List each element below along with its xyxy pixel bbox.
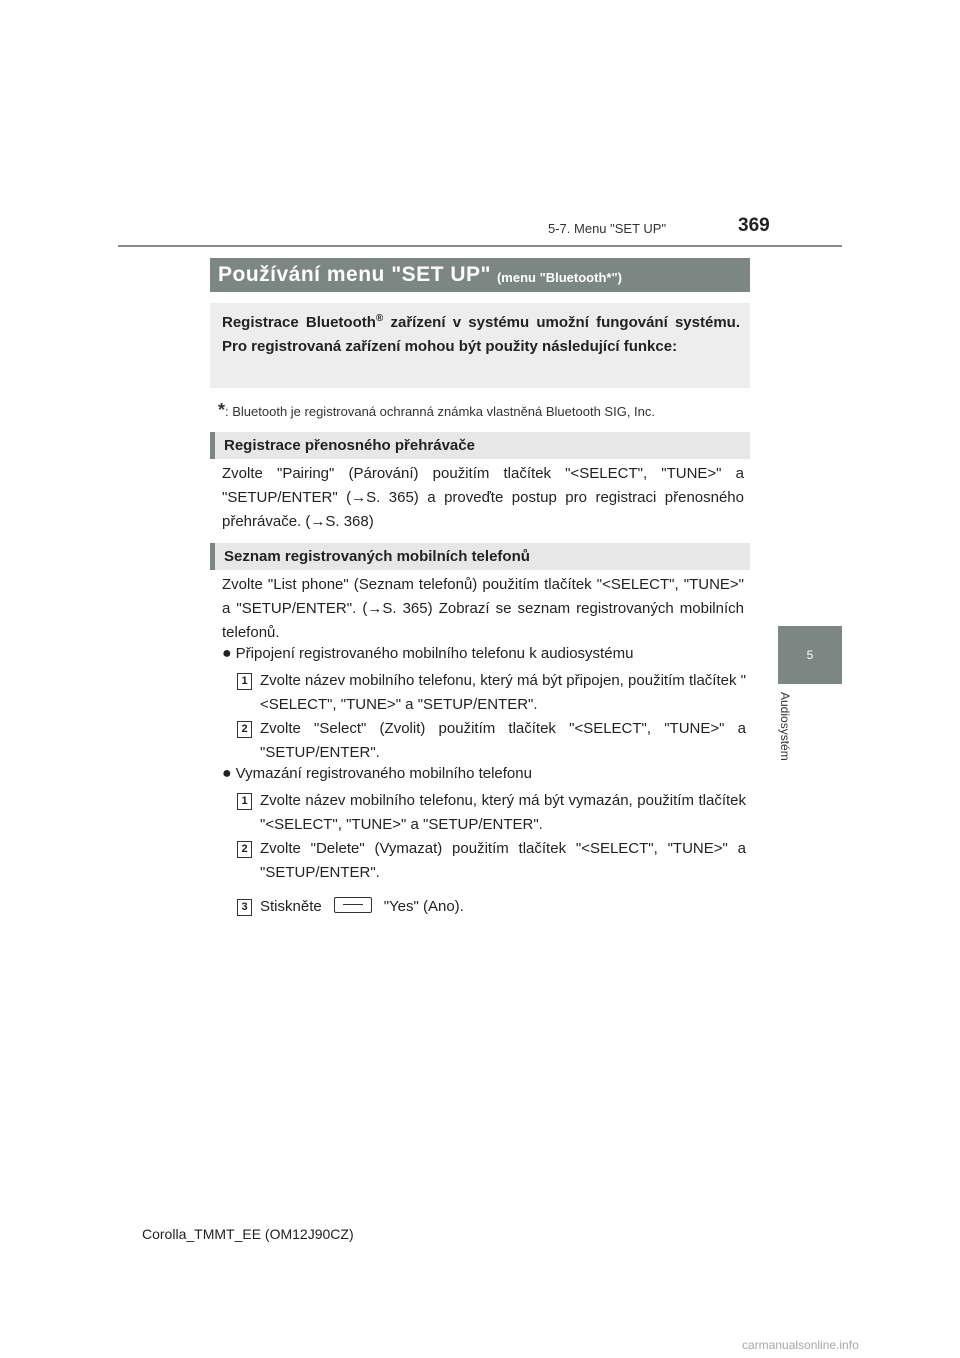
step-number: 3 [237,899,252,916]
registered-mark: ® [375,313,384,324]
step-number: 1 [237,793,252,810]
section-heading-portable-player: Registrace přenosného přehrávače [210,432,750,459]
step-text: Zvolte název mobilního telefonu, který má být vymazán, použitím tlačítek "<SELECT", "TUNE>" a "SETUP/ENTER". [260,792,746,833]
header-divider [118,245,842,247]
chapter-label-container [772,692,812,782]
page-number: 369 [738,215,770,236]
section-heading-registered-phones: Seznam registrovaných mobilních telefonů [210,543,750,570]
footnote-star: * [218,400,226,420]
step-text: Zvolte název mobilního telefonu, který má být připojen, použitím tlačítek "<SELECT", "TUNE>" a "SETUP/ENTER". [260,672,746,713]
step-number: 2 [237,841,252,858]
intro-text-start: Registrace Bluetooth [222,314,376,331]
section2-paragraph: Zvolte "List phone" (Seznam telefonů) použitím tlačítek "<SELECT", "TUNE>" a "SETUP/ENTER". (→S. 365) Zobrazí se seznam registrovaných mobilních telefonů. [222,576,744,641]
footnote [218,400,655,421]
step-text-after: "Yes" (Ano). [383,898,464,915]
step-text: Zvolte "Delete" (Vymazat) použitím tlačítek "<SELECT", "TUNE>" a "SETUP/ENTER". [260,840,746,881]
page-title: Používání menu "SET UP" [218,263,491,286]
step-number: 2 [237,721,252,738]
section1-paragraph: Zvolte "Pairing" (Párování) použitím tlačítek "<SELECT", "TUNE>" a "SETUP/ENTER" (→S. 365) a proveďte postup pro registraci přenosného přehrávače. (→S. 368) [222,465,744,530]
bullet-connect-phone [222,642,744,666]
bullet-text: Připojení registrovaného mobilního telefonu k audiosystému [235,645,634,662]
enter-button-icon [334,897,372,913]
intro-box [210,303,750,388]
bullet-text: Vymazání registrovaného mobilního telefonu [235,765,532,782]
step-text [260,895,746,919]
footnote-text: : Bluetooth je registrovaná ochranná známka vlastněná Bluetooth SIG, Inc. [225,404,655,419]
footer-manual-code: Corolla_TMMT_EE (OM12J90CZ) [142,1226,354,1242]
chapter-tab [778,626,842,684]
step-text-before: Stiskněte [260,898,322,915]
chapter-label: Audiosystém [778,692,792,761]
page-title-bar [210,258,750,292]
step-text: Zvolte "Select" (Zvolit) použitím tlačítek "<SELECT", "TUNE>" a "SETUP/ENTER". [260,720,746,761]
bullet-icon: ● [222,645,232,662]
intro-text-rest: zařízení v systému umožní fungování systému. Pro registrovaná zařízení mohou být použity následující funkce: [222,314,740,355]
page-subtitle: (menu "Bluetooth*") [496,269,622,285]
header-section-title: 5-7. Menu "SET UP" [548,221,667,236]
chapter-number: 5 [806,648,814,662]
watermark: carmanualsonline.info [742,1338,859,1352]
step-number: 1 [237,673,252,690]
bullet-icon: ● [222,765,232,782]
bullet-delete-phone [222,762,744,786]
